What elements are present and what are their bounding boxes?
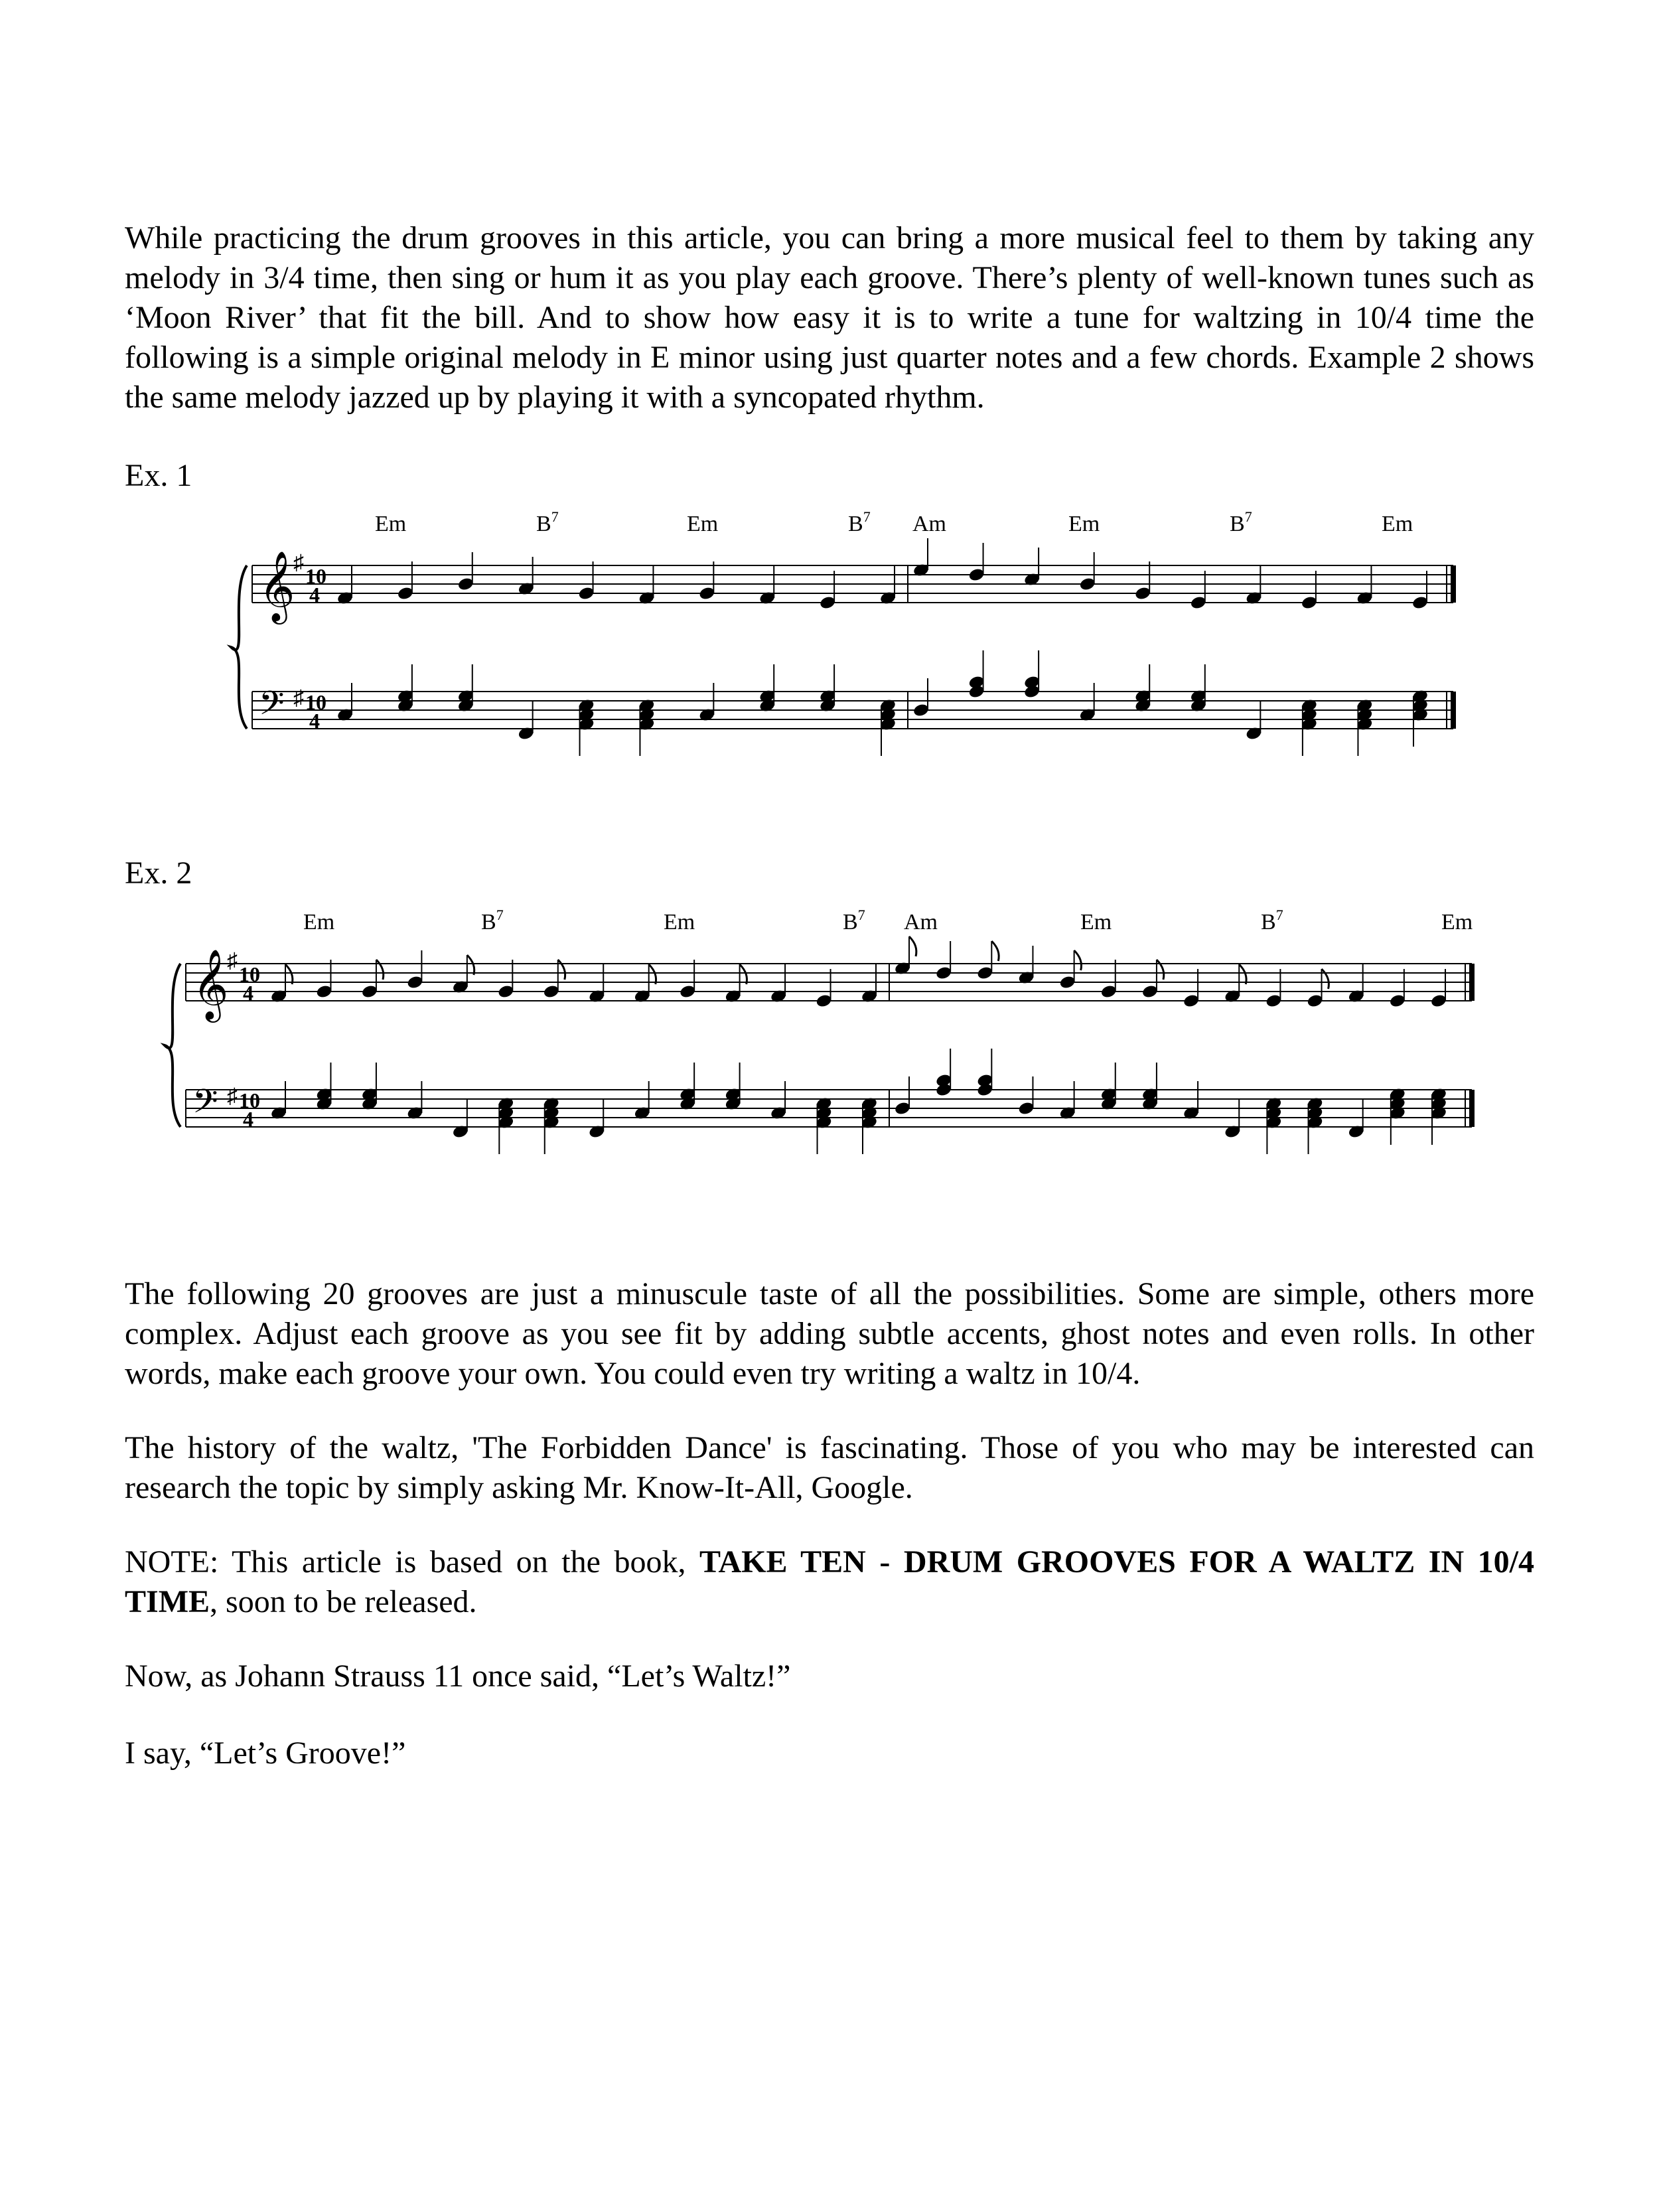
bass-clef: 𝄢 — [259, 686, 285, 729]
note-paragraph — [125, 1542, 1534, 1622]
waltz-quote: Now, as Johann Strauss 11 once said, “Let’s Waltz!” — [125, 1659, 791, 1694]
note-flag — [558, 960, 565, 980]
grooves-paragraph: The following 20 grooves are just a minuscule taste of all the possibilities. Some are simple, others more complex. Adjust each groove as you see fit by adding subtle accents, ghost notes and even rolls. In other words, make each groove your own. You could even try writing a waltz in 10/4. — [125, 1276, 1534, 1391]
example-2-label: Ex. 2 — [125, 855, 192, 891]
final-barline-thick — [1469, 1090, 1475, 1127]
chord-symbol: $B^7$ — [1230, 508, 1252, 536]
chord-symbol: Em — [1080, 910, 1112, 934]
chord-symbol: Em — [687, 512, 719, 536]
chord-superscript: 7 — [1275, 907, 1283, 923]
note-flag — [1322, 969, 1329, 989]
note-prefix: NOTE: This article is based on the book, — [125, 1544, 699, 1580]
treble-clef: 𝄞 — [259, 552, 295, 620]
history-paragraph: The history of the waltz, 'The Forbidden Dance' is fascinating. Those of you who may be interested can research the topic by simply asking Mr. Know-It-All, Google. — [125, 1430, 1534, 1505]
chord-symbol: Em — [1441, 910, 1473, 934]
book-title: TAKE TEN - DRUM GROOVES FOR A WALTZ IN 10/4 TIME — [125, 1544, 1535, 1619]
note-flag — [1239, 964, 1246, 984]
chord-superscript: 7 — [857, 907, 865, 923]
note-flag — [649, 964, 656, 984]
brace — [165, 964, 180, 1127]
note-flag — [740, 964, 747, 984]
groove-quote: I say, “Let’s Groove!” — [125, 1735, 406, 1771]
note-flag — [285, 964, 293, 984]
note-flag — [376, 960, 384, 980]
time-signature-top: 10 — [305, 564, 326, 588]
chord-symbol: $B^7$ — [848, 508, 871, 536]
chord-superscript: 7 — [496, 907, 504, 923]
example-2-score — [0, 903, 1659, 1195]
chord-superscript: 7 — [1244, 508, 1252, 525]
chord-symbol: $B^7$ — [843, 907, 865, 934]
note-suffix: , soon to be released. — [210, 1584, 477, 1619]
chord-symbol: Em — [303, 910, 335, 934]
chord-symbol: Em — [1382, 512, 1413, 536]
time-signature-top: 10 — [239, 962, 260, 986]
bass-clef: 𝄢 — [192, 1084, 218, 1128]
intro-paragraph: While practicing the drum grooves in this article, you can bring a more musical feel to them by taking any melody in 3/4 time, then sing or hum it as you play each groove. There’s plenty of well-known tunes such as ‘Moon River’ that fit the bill. And to show how easy it is to write a tune for waltzing in 10/4 time the following is a simple original melody in E minor using just quarter notes and a few chords. Example 2 shows the same melody jazzed up by playing it with a syncopated rhythm. — [125, 220, 1534, 415]
key-signature-sharp: ♯ — [227, 948, 238, 972]
chord-superscript: 7 — [551, 508, 559, 525]
key-signature-sharp: ♯ — [293, 686, 304, 709]
note-flag — [1157, 960, 1164, 980]
time-signature-bottom: 4 — [243, 981, 253, 1005]
key-signature-sharp: ♯ — [293, 550, 304, 574]
chord-symbol: Am — [912, 512, 946, 536]
time-signature-bottom: 4 — [243, 1107, 253, 1131]
note-flag — [909, 936, 916, 956]
treble-clef: 𝄞 — [192, 950, 229, 1018]
chord-symbol: $B^7$ — [1261, 907, 1283, 934]
chord-superscript: 7 — [863, 508, 871, 525]
final-barline-thick — [1451, 565, 1456, 603]
key-signature-sharp: ♯ — [227, 1084, 238, 1108]
note-flag — [1074, 950, 1082, 970]
time-signature-top: 10 — [305, 690, 326, 714]
note-flag — [991, 941, 999, 961]
example-1-score — [0, 504, 1659, 796]
brace — [231, 565, 247, 729]
final-barline-thick — [1451, 692, 1456, 729]
time-signature-top: 10 — [239, 1088, 260, 1112]
time-signature-bottom: 4 — [309, 583, 320, 607]
chord-symbol: Em — [1068, 512, 1100, 536]
chord-symbol: Am — [904, 910, 938, 934]
example-1-label: Ex. 1 — [125, 458, 192, 493]
note-flag — [467, 955, 474, 975]
time-signature-bottom: 4 — [309, 709, 320, 733]
chord-symbol: Em — [664, 910, 695, 934]
chord-symbol: Em — [375, 512, 407, 536]
chord-symbol: $B^7$ — [536, 508, 559, 536]
chord-symbol: $B^7$ — [481, 907, 504, 934]
final-barline-thick — [1469, 964, 1475, 1001]
